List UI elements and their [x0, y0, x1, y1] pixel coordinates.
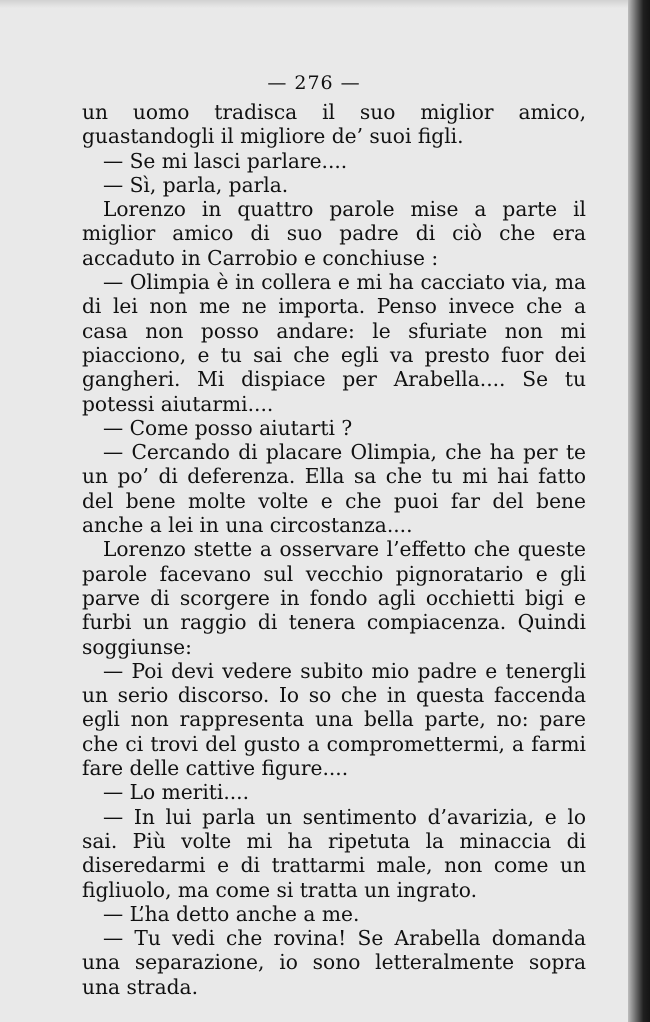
page-binding-edge	[628, 0, 650, 1022]
page-number: — 276 —	[267, 72, 361, 94]
paragraph: — Sì, parla, parla.	[103, 172, 289, 197]
body-text	[82, 100, 586, 999]
paragraph: — Tu vedi che rovina! Se Arabella domanda una separazione, io sono letteralmente sopra una strada.	[82, 926, 586, 999]
paragraph: Lorenzo stette a osservare l’effetto che queste parole facevano sul vecchio pignoratario e gli parve di scorgere in fondo agli occhietti bigi e furbi un raggio di tenera compiacenza. Quindi soggiunse:	[82, 537, 586, 659]
paragraph: — Come posso aiutarti ?	[103, 415, 353, 440]
paragraph: — Lo meriti....	[103, 780, 250, 805]
paragraph: — Cercando di placare Olimpia, che ha per te un po’ di deferenza. Ella sa che tu mi hai fatto del bene molte volte e che puoi far del bene anche a lei in una circostanza....	[82, 440, 586, 538]
paragraph: Lorenzo in quattro parole mise a parte il miglior amico di suo padre di ciò che era accaduto in Carrobio e conchiuse :	[82, 197, 586, 270]
paragraph: — Olimpia è in collera e mi ha cacciato via, ma di lei non me ne importa. Penso invece che a casa non posso andare: le sfuriate non mi piacciono, e tu sai che egli va presto fuor dei gangheri. Mi dispiace per Arabella.... Se tu potessi aiutarmi....	[82, 270, 586, 416]
paragraph: — L’ha detto anche a me.	[103, 901, 360, 926]
paragraph: un uomo tradisca il suo miglior amico, guastandogli il migliore de’ suoi figli.	[82, 100, 586, 149]
paragraph: — Poi devi vedere subito mio padre e tenergli un serio discorso. Io so che in questa faccenda egli non rappresenta una bella parte, no: pare che ci trovi del gusto a compromettermi, a farmi fare delle cattive figure....	[82, 658, 586, 781]
paragraph: — Se mi lasci parlare....	[103, 148, 348, 173]
page-top-shadow	[0, 0, 650, 8]
paragraph: — In lui parla un sentimento d’avarizia, e lo sai. Più volte mi ha ripetuta la minaccia di diseredarmi e di trattarmi male, non come un figliuolo, ma come si tratta un ingrato.	[82, 804, 586, 902]
